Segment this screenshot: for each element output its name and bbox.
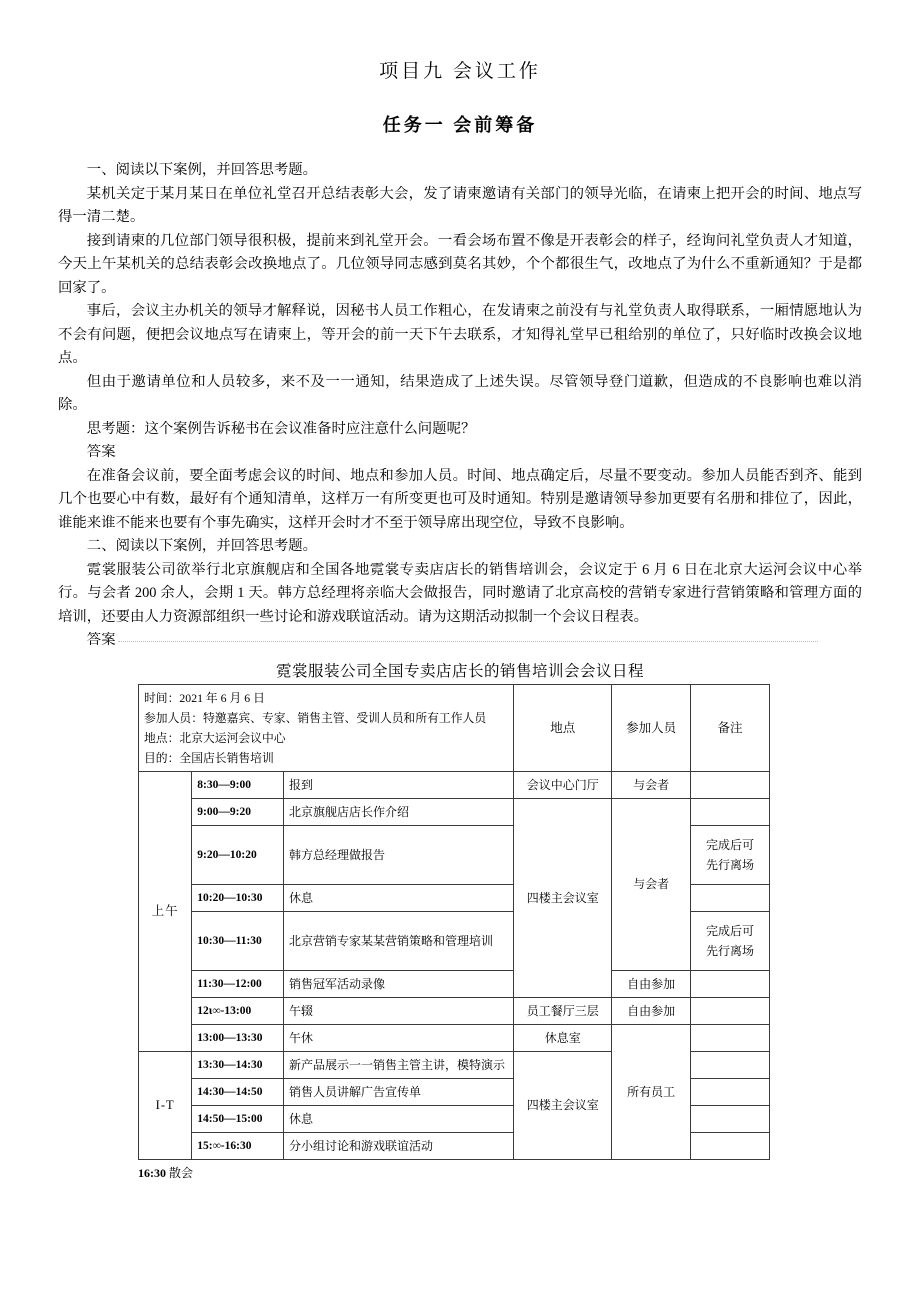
schedule-table xyxy=(138,684,770,1160)
row-remarks xyxy=(691,1105,770,1132)
row-location: 休息室 xyxy=(514,1024,612,1051)
row-time: 10:30—11:30 xyxy=(192,911,284,970)
row-time: 13:00—13:30 xyxy=(192,1024,284,1051)
table-header-row xyxy=(139,684,770,771)
question-1-paragraph-2: 接到请柬的几位部门领导很积极，提前来到礼堂开会。一看会场布置不像是开表彰会的样子，经询问礼堂负责人才知道，今天上午某机关的总结表彰会改换地点了。几位领导同志感到莫名其妙，个个都很生气，改地点了为什么不重新通知？于是都回家了。 xyxy=(58,232,862,296)
remark-line-2: 先行离场 xyxy=(706,943,755,958)
question-1-think-prompt: 思考题：这个案例告诉秘书在会议准备时应注意什么问题呢？ xyxy=(86,420,476,437)
remark-line-1: 完成后可 xyxy=(706,837,755,852)
row-participants-merged: 与会者 xyxy=(612,798,691,970)
row-remarks xyxy=(691,771,770,798)
remark-line-2: 先行离场 xyxy=(706,857,755,872)
halfday-afternoon: I-T xyxy=(139,1051,192,1159)
meta-purpose: 目的：全国店长销售培训 xyxy=(144,750,274,765)
row-activity: 午休 xyxy=(283,1024,513,1051)
row-remarks xyxy=(691,884,770,911)
row-location-merged: 四楼主会议室 xyxy=(514,1051,612,1159)
table-row xyxy=(139,798,770,825)
document-body xyxy=(58,159,862,1181)
question-1-paragraph-1: 某机关定于某月某日在单位礼堂召开总结表彰大会，发了请柬邀请有关部门的领导光临，在请柬上把开会的时间、地点写得一清二楚。 xyxy=(58,185,862,225)
meta-location: 地点：北京大运河会议中心 xyxy=(144,730,286,745)
page-subtitle: 任务一 会前筹备 xyxy=(382,115,538,135)
row-remarks xyxy=(691,825,770,884)
row-time: 14:50—15:00 xyxy=(192,1105,284,1132)
row-remarks xyxy=(691,970,770,997)
row-location: 员工餐厅三层 xyxy=(514,997,612,1024)
table-row xyxy=(139,970,770,997)
question-1-answer-text: 在准备会议前，要全面考虑会议的时间、地点和参加人员。时间、地点确定后，尽量不要变动。参加人员能否到齐、能到几个也要心中有数，最好有个通知清单，这样万一有所变更也可及时通知。特别是邀请领导参加更要有名册和排位了，因此，谁能来谁不能来也要有个事先确实，这样开会时才不至于领导席出现空位，导致不良影响。 xyxy=(58,467,862,531)
row-location: 会议中心门厅 xyxy=(514,771,612,798)
row-activity: 新产品展示一一销售主管主讲，模特演示 xyxy=(283,1051,513,1078)
answer-blank-rule xyxy=(118,640,818,642)
row-time: 12ι∞-13:00 xyxy=(192,997,284,1024)
page-title: 项目九 会议工作 xyxy=(379,61,541,82)
header-location: 地点 xyxy=(514,684,612,771)
row-remarks xyxy=(691,1132,770,1159)
remark-line-1: 完成后可 xyxy=(706,923,755,938)
question-1-paragraph-3: 事后，会议主办机关的领导才解释说，因秘书人员工作粗心，在发请柬之前没有与礼堂负责人取得联系，一厢情愿地认为不会有问题，便把会议地点写在请柬上，等开会的前一天下午去联系，才知得礼堂早已租给别的单位了，只好临时改换会议地点。 xyxy=(58,303,862,366)
row-activity: 分小组讨论和游戏联谊活动 xyxy=(283,1132,513,1159)
footer-label: 散会 xyxy=(169,1165,194,1180)
row-activity: 午辍 xyxy=(283,997,513,1024)
row-time: 10:20—10:30 xyxy=(192,884,284,911)
row-remarks xyxy=(691,1024,770,1051)
header-participants: 参加人员 xyxy=(612,684,691,771)
row-activity: 休息 xyxy=(283,1105,513,1132)
row-remarks xyxy=(691,1078,770,1105)
row-location-merged: 四楼主会议室 xyxy=(514,798,612,997)
row-activity: 销售冠军活动录像 xyxy=(283,970,513,997)
meeting-meta-cell xyxy=(139,684,514,771)
question-2-heading: 二、阅读以下案例，并回答思考题。 xyxy=(86,538,318,554)
meta-time: 时间：2021 年 6 月 6 日 xyxy=(144,690,265,705)
schedule-table-caption: 霓裳服装公司全国专卖店店长的销售培训会会议日程 xyxy=(275,662,644,680)
row-participants-merged: 所有员工 xyxy=(612,1024,691,1159)
footer-time: 16:30 xyxy=(138,1165,166,1180)
row-participants: 自由参加 xyxy=(612,997,691,1024)
row-remarks xyxy=(691,1051,770,1078)
halfday-morning: 上午 xyxy=(139,771,192,1051)
row-activity: 北京营销专家某某营销策略和管理培训 xyxy=(283,911,513,970)
table-footer-note xyxy=(138,1160,862,1181)
row-remarks xyxy=(691,911,770,970)
table-row xyxy=(139,771,770,798)
row-remarks xyxy=(691,798,770,825)
row-time: 9:00—9:20 xyxy=(192,798,284,825)
row-activity: 休息 xyxy=(283,884,513,911)
row-time: 11:30—12:00 xyxy=(192,970,284,997)
row-activity: 韩方总经理做报告 xyxy=(283,825,513,884)
row-participants: 自由参加 xyxy=(612,970,691,997)
row-activity: 北京旗舰店店长作介绍 xyxy=(283,798,513,825)
row-time: 13:30—14:30 xyxy=(192,1051,284,1078)
table-row xyxy=(139,1024,770,1051)
header-remarks: 备注 xyxy=(691,684,770,771)
question-2-paragraph: 霓裳服装公司欲举行北京旗舰店和全国各地霓裳专卖店店长的销售培训会，会议定于 6 月 6 日在北京大运河会议中心举行。与会者 200 余人，会期 1 天。韩方总经理将亲临大会做报告，同时邀请了北京高校的营销专家进行营销策略和管理方面的培训，还要由人力资源部组织一些讨论和游戏联谊活动。请为这期活动拟制一个会议日程表。 xyxy=(58,561,862,625)
question-2-answer-label: 答案 xyxy=(86,632,116,648)
row-remarks xyxy=(691,997,770,1024)
row-participants: 与会者 xyxy=(612,771,691,798)
row-time: 15:∞-16:30 xyxy=(192,1132,284,1159)
row-time: 8:30—9:00 xyxy=(192,771,284,798)
table-row xyxy=(139,997,770,1024)
row-activity: 销售人员讲解广告宣传单 xyxy=(283,1078,513,1105)
meta-participants: 参加人员：特邀嘉宾、专家、销售主管、受训人员和所有工作人员 xyxy=(144,710,487,725)
row-activity: 报到 xyxy=(283,771,513,798)
question-2-answer-label-row xyxy=(58,629,862,653)
question-1-answer-label: 答案 xyxy=(86,444,116,460)
row-time: 9:20—10:20 xyxy=(192,825,284,884)
question-1-heading: 一、阅读以下案例，并回答思考题。 xyxy=(86,162,318,178)
row-time: 14:30—14:50 xyxy=(192,1078,284,1105)
question-1-paragraph-4: 但由于邀请单位和人员较多，来不及一一通知，结果造成了上述失误。尽管领导登门道歉，但造成的不良影响也难以消除。 xyxy=(58,373,862,413)
